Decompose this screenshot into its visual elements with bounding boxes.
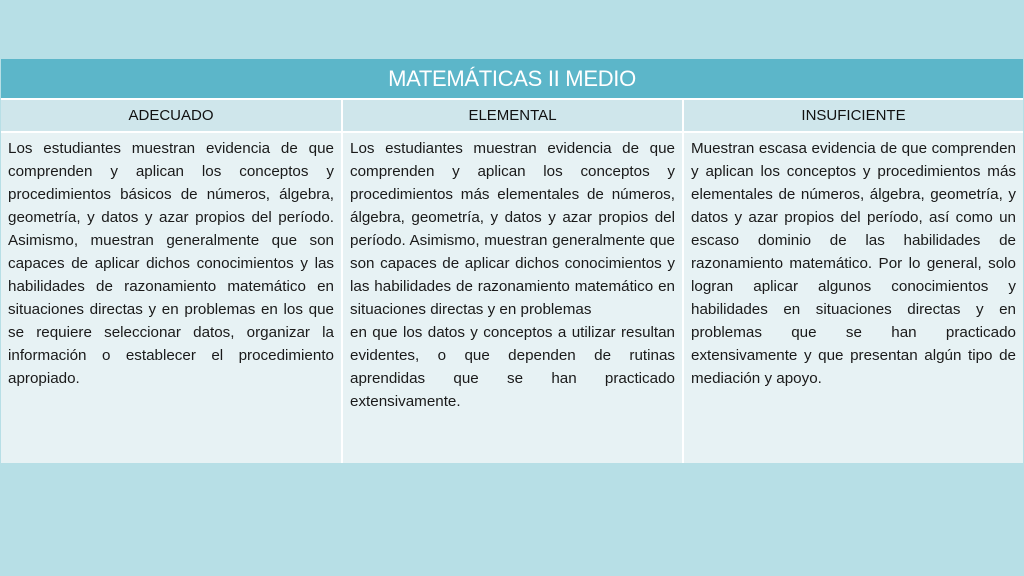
cell-insuficiente-text: Muestran escasa evidencia de que comprenden y aplican los conceptos y procedimientos más elementales de números, álgebra, geometría, y datos y azar propios del período, así como un escaso dominio de las habilidades de razonamiento matemático. Por lo general, solo logran aplicar algunos conocimientos y habilidades en situaciones directas y en problemas que se han practicado extensivamente y que presentan algún tipo de mediación y apoyo. — [691, 140, 1016, 387]
cell-elemental-text-1: Los estudiantes muestran evidencia de que comprenden y aplican los conceptos y procedimientos más elementales de números, álgebra, geometría, y datos y azar propios del período. Asimismo, muestran generalmente que son capaces de aplicar dichos conocimientos y las habilidades de razonamiento matemático en situaciones directas y en problemas — [350, 140, 675, 318]
cell-elemental — [341, 133, 682, 463]
cell-elemental-text-2: en que los datos y conceptos a utilizar resultan evidentes, o que dependen de rutinas aprendidas que se han practicado extensivamente. — [350, 324, 675, 410]
achievement-levels-table — [1, 59, 1023, 463]
table-header-row — [1, 98, 1023, 131]
cell-adecuado-text: Los estudiantes muestran evidencia de que comprenden y aplican los conceptos y procedimientos básicos de números, álgebra, geometría, y datos y azar propios del período. Asimismo, muestran generalmente que son capaces de aplicar dichos conocimientos y las habilidades de razonamiento matemático en situaciones directas y en problemas en los que se requiere seleccionar datos, organizar la información o establecer el procedimiento apropiado. — [8, 140, 334, 387]
header-adecuado: ADECUADO — [1, 100, 341, 131]
table-body-row — [1, 131, 1023, 463]
table-title: MATEMÁTICAS II MEDIO — [1, 59, 1023, 98]
header-insuficiente: INSUFICIENTE — [682, 100, 1023, 131]
cell-insuficiente — [682, 133, 1023, 463]
header-elemental: ELEMENTAL — [341, 100, 682, 131]
cell-adecuado — [1, 133, 341, 463]
